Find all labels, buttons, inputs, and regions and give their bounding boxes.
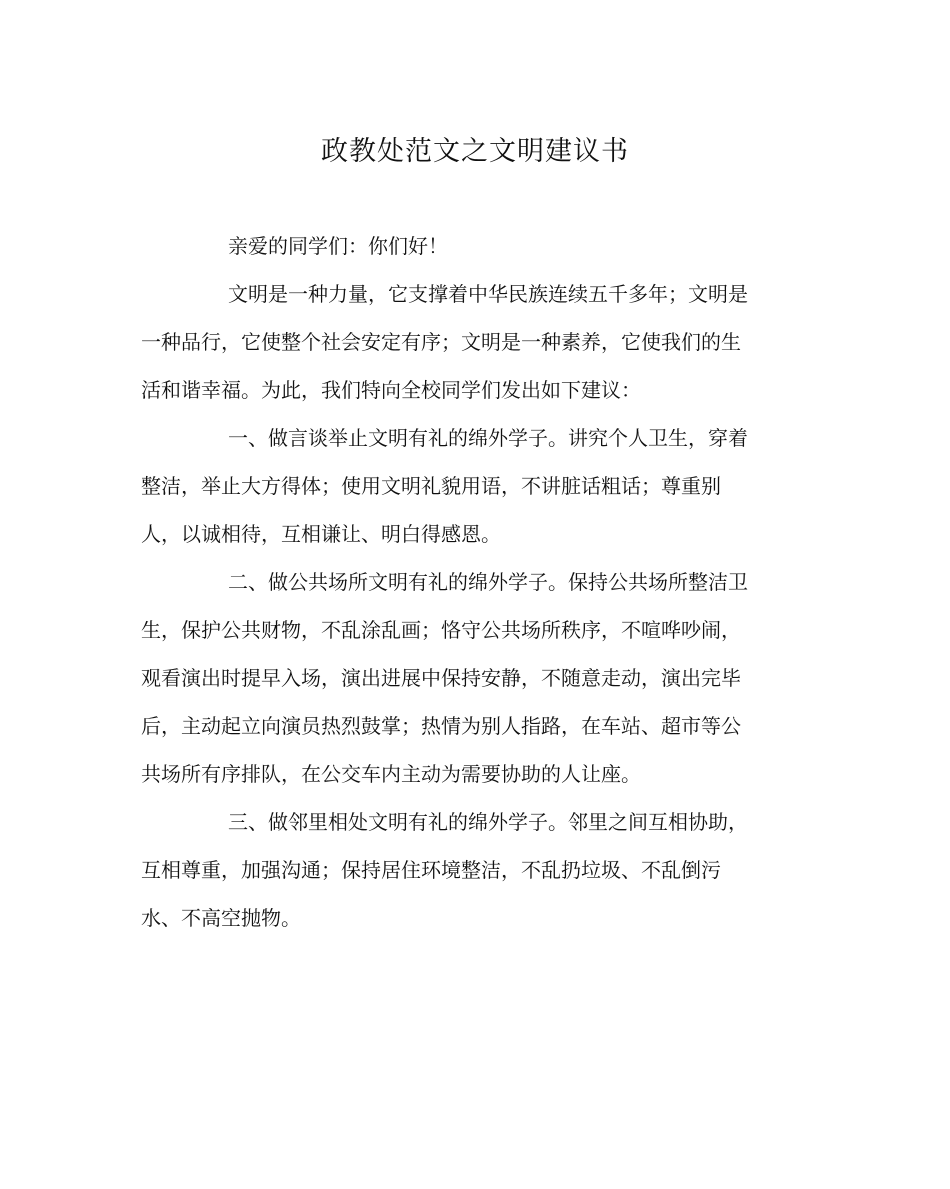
paragraph-line: 活和谐幸福。为此，我们特向全校同学们发出如下建议： xyxy=(141,378,641,402)
paragraph-line: 水、不高空抛物。 xyxy=(141,906,301,930)
document-title: 政教处范文之文明建议书 xyxy=(321,136,629,167)
paragraph-line: 一、做言谈举止文明有礼的绵外学子。讲究个人卫生，穿着 xyxy=(228,426,748,450)
paragraph-line: 一种品行，它使整个社会安定有序；文明是一种素养，它使我们的生 xyxy=(141,330,741,354)
paragraph-line: 生，保护公共财物，不乱涂乱画；恪守公共场所秩序，不喧哗吵闹， xyxy=(141,618,741,642)
paragraph-line: 文明是一种力量，它支撑着中华民族连续五千多年；文明是 xyxy=(228,282,748,306)
paragraph-neighbors xyxy=(141,798,793,942)
paragraph-public-places xyxy=(141,558,793,798)
paragraph-line: 互相尊重，加强沟通；保持居住环境整洁，不乱扔垃圾、不乱倒污 xyxy=(141,858,721,882)
paragraph-line: 二、做公共场所文明有礼的绵外学子。保持公共场所整洁卫 xyxy=(228,570,748,594)
paragraph-line: 三、做邻里相处文明有礼的绵外学子。邻里之间互相协助， xyxy=(228,810,748,834)
paragraph-line: 整洁，举止大方得体；使用文明礼貌用语，不讲脏话粗话；尊重别 xyxy=(141,474,721,498)
paragraph-civility-intro xyxy=(141,270,793,414)
document-body xyxy=(141,222,793,942)
paragraph-speech-conduct xyxy=(141,414,793,558)
paragraph-line: 后，主动起立向演员热烈鼓掌；热情为别人指路，在车站、超市等公 xyxy=(141,714,741,738)
paragraph-line: 人，以诚相待，互相谦让、明白得感恩。 xyxy=(141,522,501,546)
greeting-line: 亲爱的同学们：你们好！ xyxy=(228,234,448,258)
paragraph-line: 共场所有序排队，在公交车内主动为需要协助的人让座。 xyxy=(141,762,641,786)
paragraph-line: 观看演出时提早入场，演出进展中保持安静，不随意走动，演出完毕 xyxy=(141,666,741,690)
